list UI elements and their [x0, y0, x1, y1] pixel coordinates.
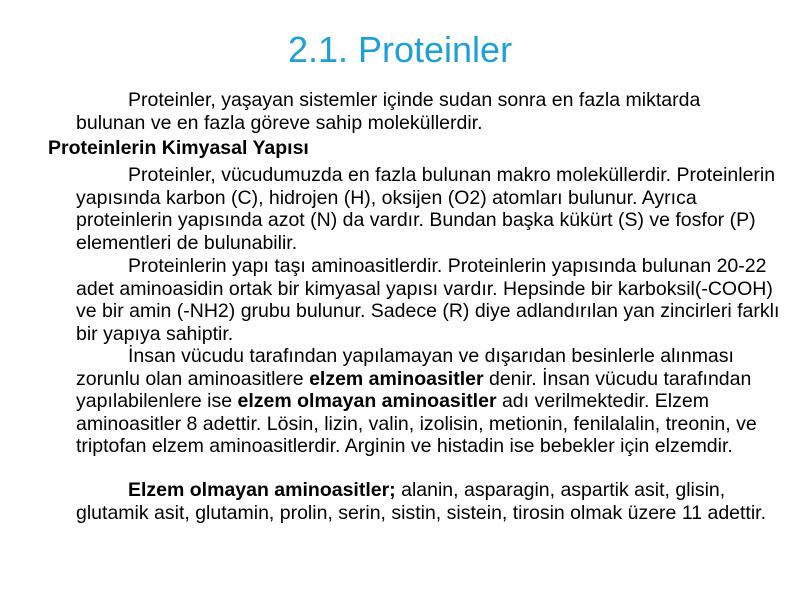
- essential-text-a: İnsan vücudu tarafından yapılamayan ve dışarıdan besinlerle alınması zorunlu olan aminoasitlere: [76, 345, 734, 390]
- paragraph-essential: [76, 345, 776, 458]
- essential-text-c: denir. İnsan vücudu tarafından yapılabilenlere ise: [76, 367, 752, 412]
- nonessential-term: elzem olmayan aminoasitler: [237, 390, 497, 412]
- aminoacids-text: Proteinlerin yapı taşı aminoasitlerdir. Proteinlerin yapısında bulunan 20-22 adet aminoasidin ortak bir kimyasal yapısı vardır. Hepsinde bir karboksil(-COOH) ve bir amin (-NH2) grubu bulunur. Sadece (R) diye adlandırılan yan zincirleri farklı bir yapıya sahiptir.: [76, 255, 780, 345]
- slide-title: 2.1. Proteinler: [287, 29, 513, 70]
- composition-text: Proteinler, vücudumuzda en fazla bulunan makro moleküllerdir. Proteinlerin yapısında karbon (C), hidrojen (H), oksijen (O2) atomları bulunur. Ayrıca proteinlerin yapısında azot (N) da vardır. Bundan başka kükürt (S) ve fosfor (P) elementleri de bulunabilir.: [76, 164, 776, 254]
- paragraph-composition: [76, 164, 786, 254]
- intro-paragraph: [76, 89, 736, 134]
- nonessential-label: Elzem olmayan aminoasitler;: [128, 479, 396, 501]
- paragraph-aminoacids: [76, 255, 786, 345]
- essential-text-d: adı verilmektedir. Elzem aminoasitler 8 adettir. Lösin, lizin, valin, izolisin, metionin, fenilalalin, treonin, ve triptofan elzem aminoasitlerdir. Arginin ve histadin ise bebekler için elzemdir.: [76, 390, 757, 457]
- nonessential-list: alanin, asparagin, aspartik asit, glisin, glutamik asit, glutamin, prolin, serin, sistin, sistein, tirosin olmak üzere 11 adettir.: [76, 479, 767, 524]
- essential-term: elzem aminoasitler: [309, 367, 484, 390]
- paragraph-nonessential: [76, 479, 776, 524]
- section-heading: Proteinlerin Kimyasal Yapısı: [48, 137, 309, 159]
- intro-text: Proteinler, yaşayan sistemler içinde sudan sonra en fazla miktarda bulunan ve en fazla göreve sahip moleküllerdir.: [76, 89, 701, 134]
